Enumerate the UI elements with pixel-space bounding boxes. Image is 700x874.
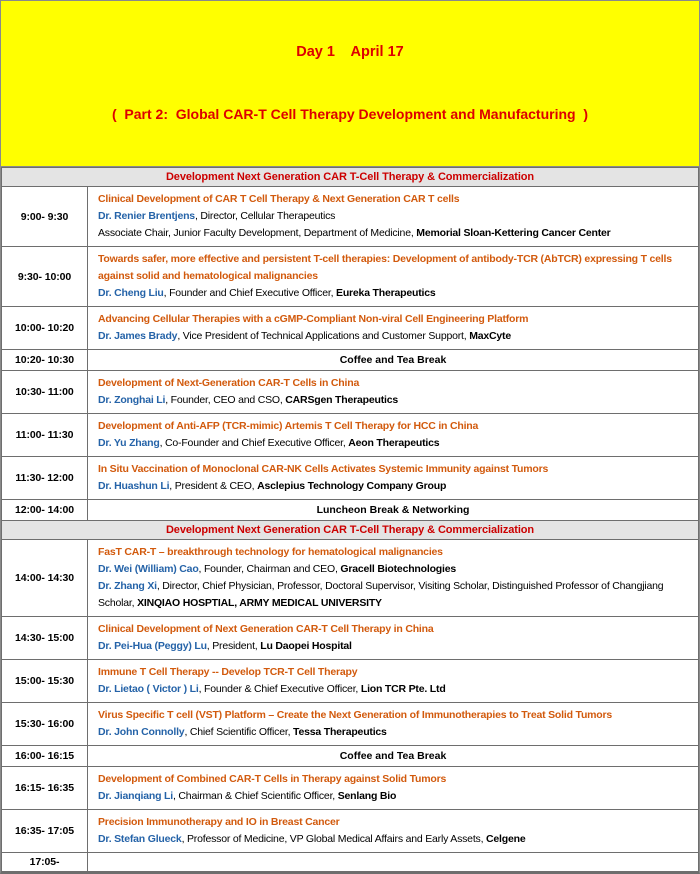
session-title-text: Precision Immunotherapy and IO in Breast Cancer: [98, 816, 340, 828]
table-row: [2, 371, 699, 414]
role-text: , President & CEO,: [169, 480, 258, 492]
time-cell: 15:00- 15:30: [2, 660, 88, 703]
table-row: [2, 810, 699, 853]
role-text: , Founder, CEO and CSO,: [165, 394, 286, 406]
session-title: [98, 664, 692, 681]
speaker-line: [98, 561, 692, 578]
speaker-line: [98, 225, 692, 242]
role-text: , Vice President of Technical Applications and Customer Support,: [177, 330, 470, 342]
affiliation-text: MaxCyte: [469, 330, 511, 342]
session-title-text: Virus Specific T cell (VST) Platform – Create the Next Generation of Immunotherapies to Treat Solid Tumors: [98, 709, 613, 721]
session-title-text: Development of Combined CAR-T Cells in Therapy against Solid Tumors: [98, 773, 447, 785]
table-row: [2, 703, 699, 746]
session-title-text: In Situ Vaccination of Monoclonal CAR-NK Cells Activates Systemic Immunity against Tumors: [98, 463, 549, 475]
table-row: [2, 767, 699, 810]
affiliation-text: Asclepius Technology Company Group: [257, 480, 447, 492]
time-cell: 11:30- 12:00: [2, 457, 88, 500]
table-row: [2, 617, 699, 660]
session-cell: [88, 371, 699, 414]
role-text: , Director, Chief Physician, Professor, Doctoral Supervisor, Visiting Scholar, Distinguished Professor of Changjiang Scholar,: [98, 580, 664, 609]
time-cell: 14:00- 14:30: [2, 540, 88, 617]
session-title-text: Clinical Development of CAR T Cell Therapy & Next Generation CAR T cells: [98, 193, 460, 205]
speaker-line: [98, 208, 692, 225]
section-title: Development Next Generation CAR T-Cell Therapy & Commercialization: [2, 168, 699, 187]
role-text: , Founder and Chief Executive Officer,: [163, 287, 337, 299]
speaker-name: Dr. Huashun Li: [98, 480, 170, 492]
break-label: Coffee and Tea Break: [88, 746, 699, 767]
session-title-text: Advancing Cellular Therapies with a cGMP-Compliant Non-viral Cell Engineering Platform: [98, 313, 529, 325]
affiliation-text: Lion TCR Pte. Ltd: [360, 683, 446, 695]
affiliation-text: Gracell Biotechnologies: [340, 563, 456, 575]
speaker-name: Dr. John Connolly: [98, 726, 185, 738]
time-cell: 14:30- 15:00: [2, 617, 88, 660]
affiliation-text: Tessa Therapeutics: [293, 726, 387, 738]
speaker-line: [98, 285, 692, 302]
speaker-line: [98, 724, 692, 741]
speaker-line: [98, 578, 692, 612]
table-row: [2, 853, 699, 872]
speaker-line: [98, 831, 692, 848]
speaker-name: Dr. Cheng Liu: [98, 287, 164, 299]
session-title: [98, 771, 692, 788]
session-title: [98, 814, 692, 831]
section-header-row: [2, 521, 699, 540]
affiliation-text: CARSgen Therapeutics: [285, 394, 398, 406]
session-title: [98, 461, 692, 478]
speaker-name: Dr. Wei (William) Cao: [98, 563, 199, 575]
session-cell: [88, 457, 699, 500]
banner-part-title: ( Part 2: Global CAR-T Cell Therapy Development and Manufacturing ): [111, 106, 589, 122]
session-title: [98, 621, 692, 638]
speaker-line: [98, 328, 692, 345]
table-row: [2, 660, 699, 703]
speaker-line: [98, 681, 692, 698]
session-title: [98, 418, 692, 435]
session-title: [98, 707, 692, 724]
speaker-name: Dr. Yu Zhang: [98, 437, 160, 449]
table-row: [2, 746, 699, 767]
affiliation-text: Celgene: [486, 833, 526, 845]
speaker-line: [98, 788, 692, 805]
session-cell: [88, 703, 699, 746]
session-title: [98, 251, 692, 285]
affiliation-text: Memorial Sloan-Kettering Cancer Center: [416, 227, 611, 239]
speaker-name: Dr. Jianqiang Li: [98, 790, 173, 802]
role-text: , Chief Scientific Officer,: [184, 726, 294, 738]
role-text: , Chairman & Chief Scientific Officer,: [172, 790, 338, 802]
table-row: [2, 307, 699, 350]
session-title-text: Development of Next-Generation CAR-T Cells in China: [98, 377, 360, 389]
session-title-text: Towards safer, more effective and persistent T-cell therapies: Development of antibody-TCR (AbTCR) expressing T cells against solid and hematological malignancies: [98, 253, 672, 282]
session-title: [98, 544, 692, 561]
table-row: [2, 247, 699, 307]
session-cell: [88, 414, 699, 457]
section-header-row: [2, 168, 699, 187]
time-cell: 10:00- 10:20: [2, 307, 88, 350]
banner-day-title: Day 1 April 17: [296, 44, 404, 60]
speaker-name: Dr. Pei-Hua (Peggy) Lu: [98, 640, 207, 652]
time-cell: 16:00- 16:15: [2, 746, 88, 767]
table-row: [2, 540, 699, 617]
role-text: , Founder & Chief Executive Officer,: [198, 683, 361, 695]
section-title: Development Next Generation CAR T-Cell Therapy & Commercialization: [2, 521, 699, 540]
empty-session-cell: [88, 853, 699, 872]
schedule-body: [2, 168, 699, 872]
affiliation-text: Senlang Bio: [337, 790, 397, 802]
speaker-line: [98, 392, 692, 409]
break-label: Luncheon Break & Networking: [88, 500, 699, 521]
role-text: , Co-Founder and Chief Executive Officer,: [159, 437, 349, 449]
affiliation-text: Lu Daopei Hospital: [260, 640, 352, 652]
time-cell: 16:15- 16:35: [2, 767, 88, 810]
session-cell: [88, 617, 699, 660]
table-row: [2, 457, 699, 500]
session-cell: [88, 187, 699, 247]
session-title: [98, 311, 692, 328]
time-cell: 9:30- 10:00: [2, 247, 88, 307]
role-text: , Professor of Medicine, VP Global Medical Affairs and Early Assets,: [181, 833, 487, 845]
speaker-line: [98, 638, 692, 655]
session-cell: [88, 660, 699, 703]
session-title-text: FasT CAR-T – breakthrough technology for hematological malignancies: [98, 546, 443, 558]
speaker-name: Dr. Renier Brentjens: [98, 210, 195, 222]
role-text: , Founder, Chairman and CEO,: [198, 563, 341, 575]
session-title: [98, 191, 692, 208]
session-cell: [88, 307, 699, 350]
day-banner: [1, 1, 699, 167]
schedule-table: [1, 167, 699, 872]
session-title-text: Development of Anti-AFP (TCR-mimic) Artemis T Cell Therapy for HCC in China: [98, 420, 479, 432]
session-title-text: Clinical Development of Next Generation CAR-T Cell Therapy in China: [98, 623, 434, 635]
session-title-text: Immune T Cell Therapy -- Develop TCR-T Cell Therapy: [98, 666, 358, 678]
session-cell: [88, 767, 699, 810]
time-cell: 10:30- 11:00: [2, 371, 88, 414]
session-cell: [88, 247, 699, 307]
table-row: [2, 414, 699, 457]
session-cell: [88, 810, 699, 853]
speaker-name: Dr. James Brady: [98, 330, 178, 342]
role-text: , President,: [206, 640, 261, 652]
table-row: [2, 500, 699, 521]
speaker-name: Dr. Zhang Xi: [98, 580, 157, 592]
affiliation-text: XINQIAO HOSPTIAL, ARMY MEDICAL UNIVERSITY: [137, 597, 382, 609]
session-title: [98, 375, 692, 392]
time-cell: 16:35- 17:05: [2, 810, 88, 853]
speaker-name: Dr. Stefan Glueck: [98, 833, 182, 845]
speaker-line: [98, 478, 692, 495]
affiliation-text: Eureka Therapeutics: [336, 287, 436, 299]
role-text: , Director, Cellular Therapeutics: [194, 210, 336, 222]
time-cell: 15:30- 16:00: [2, 703, 88, 746]
affiliation-text: Aeon Therapeutics: [348, 437, 440, 449]
speaker-name: Dr. Zonghai Li: [98, 394, 166, 406]
speaker-line: [98, 435, 692, 452]
time-cell: 17:05-: [2, 853, 88, 872]
role-text: Associate Chair, Junior Faculty Development, Department of Medicine,: [98, 227, 417, 239]
session-cell: [88, 540, 699, 617]
time-cell: 9:00- 9:30: [2, 187, 88, 247]
break-label: Coffee and Tea Break: [88, 350, 699, 371]
table-row: [2, 187, 699, 247]
time-cell: 10:20- 10:30: [2, 350, 88, 371]
time-cell: 12:00- 14:00: [2, 500, 88, 521]
speaker-name: Dr. Lietao ( Victor ) Li: [98, 683, 199, 695]
time-cell: 11:00- 11:30: [2, 414, 88, 457]
table-row: [2, 350, 699, 371]
